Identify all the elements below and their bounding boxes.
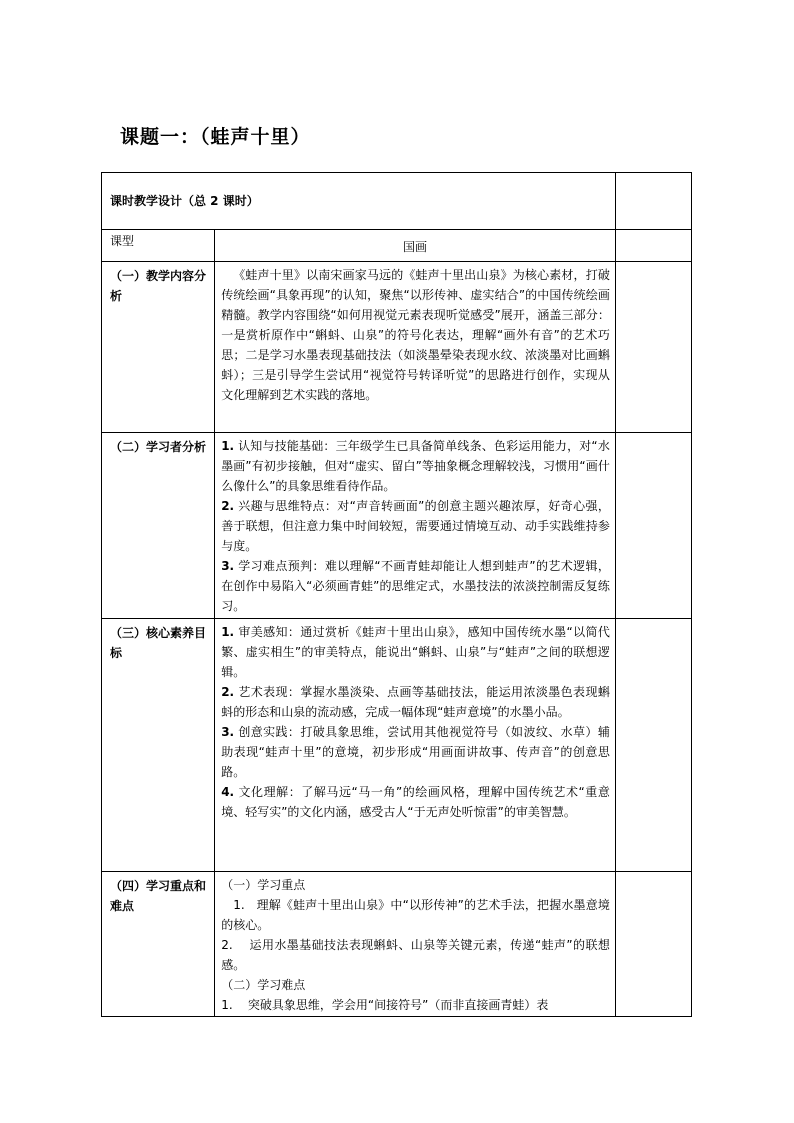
core-literacy-row: [102, 619, 692, 872]
list-item: [221, 682, 610, 722]
learner-analysis-label: （二）学习者分析: [110, 440, 207, 454]
content-analysis-row: [102, 262, 692, 433]
list-item: [221, 556, 610, 616]
blank-cell: [615, 230, 691, 262]
item-number: 1.: [221, 439, 235, 453]
item-number: 1.: [221, 625, 235, 639]
core-literacy-label: （三）核心素养目标: [110, 626, 207, 660]
item-text: 学习难点预判：难以理解“不画青蛙却能让人想到蛙声”的艺术逻辑，在创作中易陷入“必须画青蛙”的思维定式，水墨技法的浓淡控制需反复练习。: [221, 559, 610, 613]
lesson-design-table: [101, 172, 692, 1017]
content-analysis-text: 《蛙声十里》以南宋画家马远的《蛙声十里出山泉》为核心素材，打破传统绘画“具象再现”的认知，聚焦“以形传神、虚实结合”的中国传统绘画精髓。教学内容围绕“如何用视觉元素表现听觉感受”展开，涵盖三部分：一是赏析原作中“蝌蚪、山泉”的符号化表达，理解“画外有音”的艺术巧思；二是学习水墨表现基础技法（如淡墨晕染表现水纹、浓淡墨对比画蝌蚪）；三是引导学生尝试用“视觉符号转译听觉”的思路进行创作，实现从文化理解到艺术实践的落地。: [221, 268, 610, 402]
key-points-row: [102, 872, 692, 1017]
item-text: 艺术表现：掌握水墨淡染、点画等基础技法，能运用浓淡墨色表现蝌蚪的形态和山泉的流动感，完成一幅体现“蛙声意境”的水墨小品。: [221, 685, 610, 719]
blank-cell: [615, 173, 691, 230]
learner-analysis-label-cell: [102, 433, 215, 619]
item-number: 3.: [221, 559, 235, 573]
blank-cell: [615, 433, 691, 619]
list-item: [221, 496, 610, 556]
list-item: [221, 436, 610, 496]
item-text: 创意实践：打破具象思维，尝试用其他视觉符号（如波纹、水草）辅助表现“蛙声十里”的意境，初步形成“用画面讲故事、传声音”的创意思路。: [221, 725, 610, 779]
core-literacy-label-cell: [102, 619, 215, 872]
item-text: 运用水墨基础技法表现蝌蚪、山泉等关键元素，传递“蛙声”的联想感。: [221, 938, 610, 972]
content-analysis-label-cell: [102, 262, 215, 433]
blank-cell: [615, 619, 691, 872]
design-header-cell: [102, 173, 616, 230]
item-text: 理解《蛙声十里出山泉》中“以形传神”的艺术手法，把握水墨意境的核心。: [221, 898, 610, 932]
item-number: 2.: [221, 499, 235, 513]
design-header-row: [102, 173, 692, 230]
item-number: 3.: [221, 725, 235, 739]
lesson-type-label-cell: [102, 230, 215, 262]
core-literacy-list: [215, 619, 615, 822]
lesson-type-row: [102, 230, 692, 262]
lesson-type-value: 国画: [403, 240, 428, 254]
item-number: 2.: [221, 938, 233, 952]
content-analysis-body-cell: [215, 262, 616, 433]
blank-cell: [615, 872, 691, 1017]
key-points-list: [215, 872, 615, 1015]
list-item: [221, 622, 610, 682]
item-number: 4.: [221, 785, 235, 799]
list-item: [221, 782, 610, 822]
item-number: 1.: [233, 898, 245, 912]
focus-heading: （一）学习重点: [221, 878, 306, 892]
item-number: 2.: [221, 685, 235, 699]
learner-analysis-body-cell: [215, 433, 616, 619]
lesson-type-label: 课型: [110, 234, 135, 248]
blank-cell: [615, 262, 691, 433]
lesson-title: 课题一：（蛙声十里）: [120, 126, 311, 148]
lesson-type-value-cell: [215, 230, 616, 262]
key-points-label-cell: [102, 872, 215, 1017]
key-points-label: （四）学习重点和难点: [110, 879, 207, 913]
item-text: 兴趣与思维特点：对“声音转画面”的创意主题兴趣浓厚，好奇心强，善于联想，但注意力集中时间较短，需要通过情境互动、动手实践维持参与度。: [221, 499, 610, 553]
list-item: [221, 895, 610, 935]
item-text: 文化理解：了解马远“马一角”的绘画风格，理解中国传统艺术“重意境、轻写实”的文化内涵，感受古人“于无声处听惊雷”的审美智慧。: [221, 785, 610, 819]
item-text: 认知与技能基础：三年级学生已具备简单线条、色彩运用能力，对“水墨画”有初步接触，但对“虚实、留白”等抽象概念理解较浅，习惯用“画什么像什么”的具象思维看待作品。: [221, 439, 610, 493]
item-text: 审美感知：通过赏析《蛙声十里出山泉》，感知中国传统水墨“以简代繁、虚实相生”的审美特点，能说出“蝌蚪、山泉”与“蛙声”之间的联想逻辑。: [221, 625, 610, 679]
list-item: [221, 935, 610, 975]
list-item: [221, 995, 610, 1015]
design-header-text: 课时教学设计（总 2 课时）: [110, 194, 259, 208]
item-number: 1.: [221, 998, 233, 1012]
content-analysis-label: （一）教学内容分析: [110, 269, 207, 303]
key-points-body-cell: [215, 872, 616, 1017]
learner-analysis-list: [215, 433, 615, 616]
difficulty-heading: （二）学习难点: [221, 978, 306, 992]
item-text: 突破具象思维，学会用“间接符号”（而非直接画青蛙）表: [247, 998, 549, 1012]
core-literacy-body-cell: [215, 619, 616, 872]
list-item: [221, 722, 610, 782]
learner-analysis-row: [102, 433, 692, 619]
